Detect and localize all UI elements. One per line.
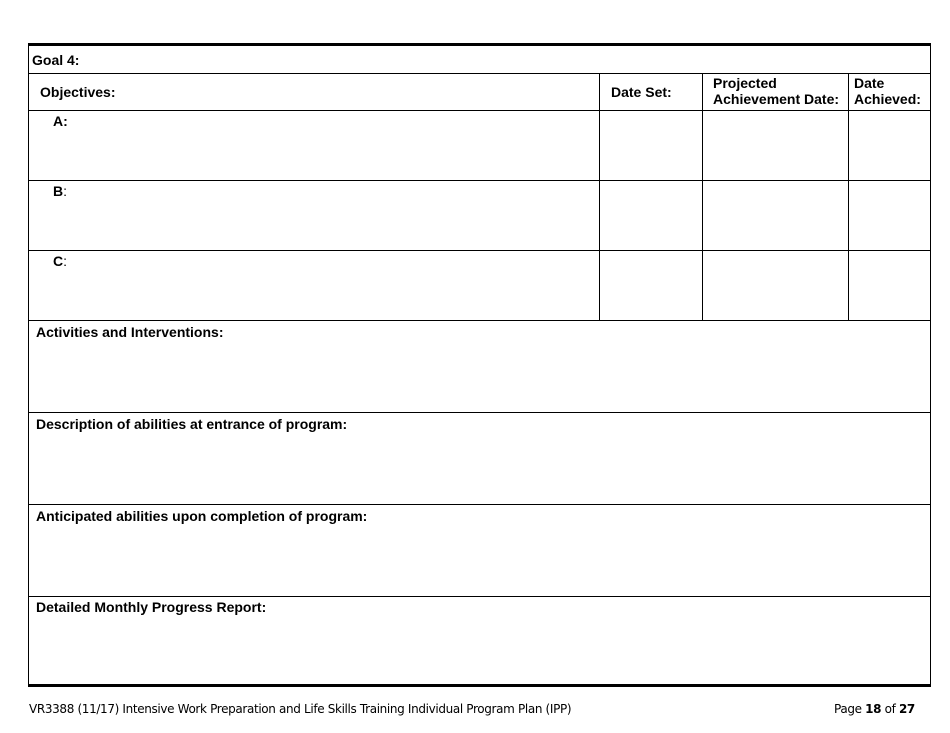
activities-interventions-field[interactable] xyxy=(29,321,930,413)
date-set-header-cell xyxy=(600,74,703,110)
objective-a-field[interactable] xyxy=(29,111,600,180)
projected-date-header-cell xyxy=(703,74,849,110)
objective-a-projected-date-field[interactable] xyxy=(703,111,849,180)
goal-label: Goal 4: xyxy=(32,52,80,68)
page-number: Page 18 of 27 xyxy=(834,702,915,716)
objective-a-label: A: xyxy=(53,113,68,129)
date-achieved-header xyxy=(854,75,934,107)
objective-c-label: C: xyxy=(53,253,68,269)
entrance-abilities-field[interactable] xyxy=(29,413,930,505)
completion-abilities-field[interactable] xyxy=(29,505,930,597)
completion-abilities-label: Anticipated abilities upon completion of program: xyxy=(36,508,368,524)
footer-form-id: VR3388 (11/17) Intensive Work Preparation and Life Skills Training Individual Program Plan (IPP) xyxy=(29,702,572,716)
objective-c-projected-date-field[interactable] xyxy=(703,251,849,320)
objective-b-date-set-field[interactable] xyxy=(600,181,703,250)
objective-b-date-achieved-field[interactable] xyxy=(849,181,930,250)
objective-row-a xyxy=(29,111,930,181)
objective-b-projected-date-field[interactable] xyxy=(703,181,849,250)
objective-a-date-achieved-field[interactable] xyxy=(849,111,930,180)
monthly-progress-report-field[interactable] xyxy=(29,596,930,687)
projected-date-header xyxy=(713,75,853,107)
objectives-header-cell xyxy=(29,74,600,110)
objective-a-date-set-field[interactable] xyxy=(600,111,703,180)
date-achieved-header-cell xyxy=(849,74,930,110)
monthly-progress-report-label: Detailed Monthly Progress Report: xyxy=(36,599,267,615)
projected-date-header-line2: Achievement Date: xyxy=(713,91,840,107)
objective-row-b xyxy=(29,181,930,251)
objectives-header: Objectives: xyxy=(40,84,116,100)
date-set-header: Date Set: xyxy=(611,84,672,100)
entrance-abilities-label: Description of abilities at entrance of program: xyxy=(36,416,348,432)
objective-row-c xyxy=(29,251,930,321)
objective-c-date-achieved-field[interactable] xyxy=(849,251,930,320)
objective-c-date-set-field[interactable] xyxy=(600,251,703,320)
goal-row xyxy=(29,46,930,74)
activities-interventions-label: Activities and Interventions: xyxy=(36,324,224,340)
program-plan-form xyxy=(28,43,931,687)
objective-b-field[interactable] xyxy=(29,181,600,250)
date-achieved-header-line1: Date xyxy=(854,75,885,91)
objective-c-field[interactable] xyxy=(29,251,600,320)
projected-date-header-line1: Projected xyxy=(713,75,777,91)
objective-b-label: B: xyxy=(53,183,68,199)
objectives-header-row xyxy=(29,74,930,111)
date-achieved-header-line2: Achieved: xyxy=(854,91,921,107)
